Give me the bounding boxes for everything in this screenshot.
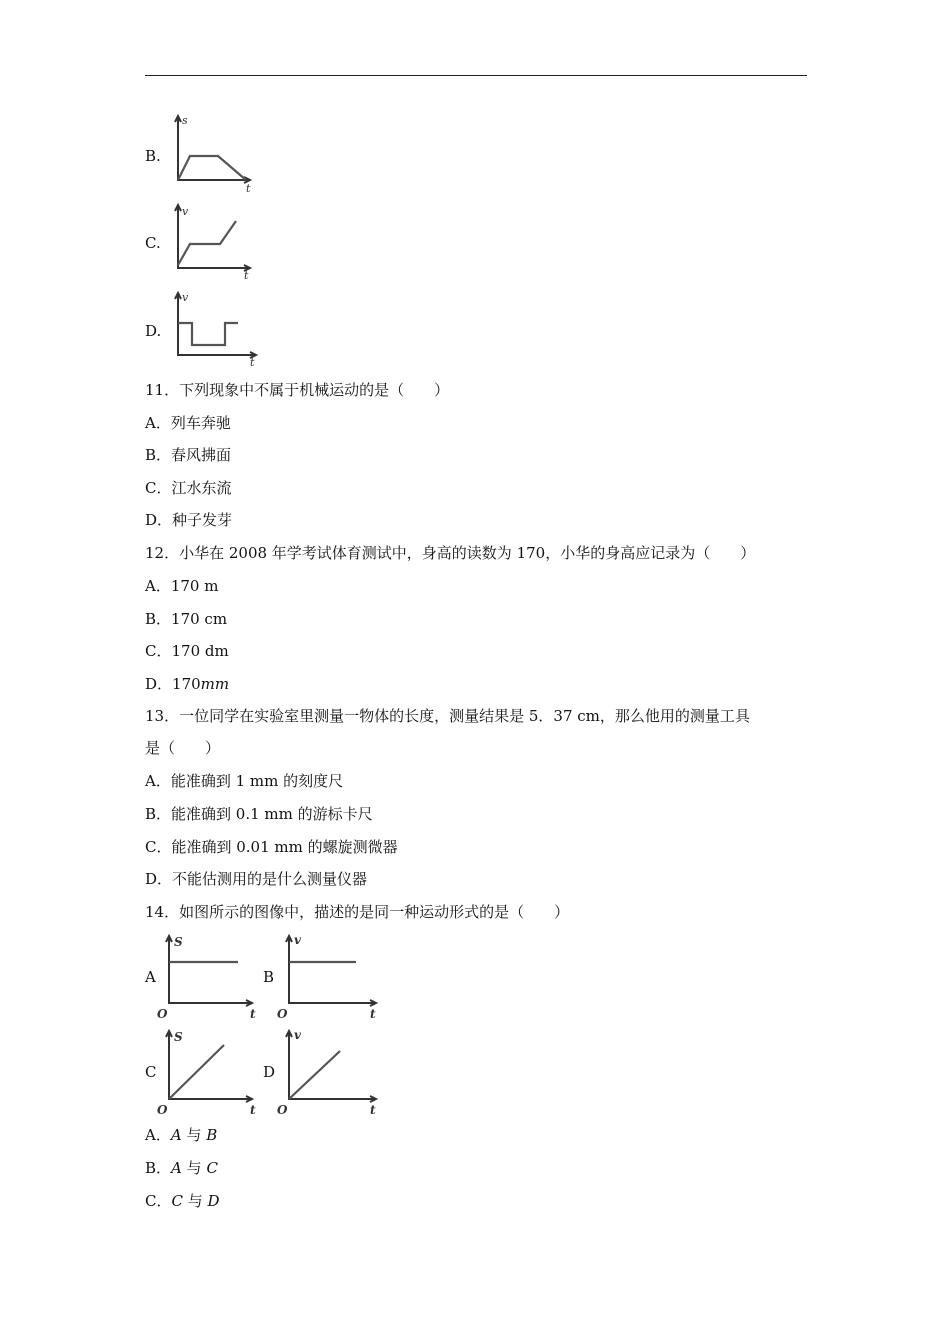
svg-text:t: t (250, 1007, 256, 1021)
q13-stem-line2: 是（ ） (145, 739, 221, 757)
q12-option-c: C．170 dm (145, 642, 229, 660)
q14-graph-c-label: C (145, 1063, 157, 1081)
q11-option-a: A．列车奔驰 (145, 414, 231, 432)
svg-text:S: S (174, 1030, 183, 1044)
q14-graph-d (272, 1025, 382, 1117)
q10-option-c-graph (168, 201, 263, 281)
svg-text:S: S (174, 935, 183, 949)
q14-graph-a-label: A (145, 968, 156, 986)
svg-text:v: v (182, 205, 189, 218)
svg-text:t: t (244, 269, 249, 281)
svg-text:s: s (182, 114, 188, 127)
q14-option-a: A．A 与 B (145, 1126, 218, 1144)
svg-text:O: O (277, 1007, 288, 1021)
q14-option-b: B．A 与 C (145, 1159, 218, 1177)
q12-option-d: D．170mm (145, 675, 230, 693)
q13-option-d: D．不能估测用的是什么测量仪器 (145, 870, 368, 888)
q11-option-d: D．种子发芽 (145, 511, 233, 529)
q14-graph-a (152, 930, 262, 1022)
q13-option-a: A．能准确到 1 mm 的刻度尺 (145, 772, 344, 790)
q14-graph-b (272, 930, 382, 1022)
q14-graph-b-label: B (263, 968, 275, 986)
svg-text:v: v (182, 291, 189, 304)
svg-text:t: t (250, 1103, 256, 1117)
q10-option-b-label: B. (145, 147, 161, 165)
q13-option-b: B．能准确到 0.1 mm 的游标卡尺 (145, 805, 373, 823)
q14-stem: 14．如图所示的图像中，描述的是同一种运动形式的是（ ） (145, 903, 570, 921)
q10-option-c-label: C. (145, 234, 161, 252)
q14-graph-c (152, 1025, 262, 1117)
svg-text:O: O (277, 1103, 288, 1117)
q10-option-b-graph (168, 112, 263, 194)
q11-stem: 11．下列现象中不属于机械运动的是（ ） (145, 381, 450, 399)
header-rule (145, 75, 807, 76)
q14-graph-d-label: D (263, 1063, 276, 1081)
q10-option-d-label: D. (145, 322, 162, 340)
q12-option-b: B．170 cm (145, 610, 228, 628)
svg-text:t: t (370, 1007, 376, 1021)
q12-option-a: A．170 m (145, 577, 219, 595)
q14-option-c: C．C 与 D (145, 1192, 220, 1210)
svg-text:O: O (157, 1103, 168, 1117)
q11-option-c: C．江水东流 (145, 479, 232, 497)
svg-text:t: t (250, 356, 255, 367)
svg-text:t: t (370, 1103, 376, 1117)
svg-text:O: O (157, 1007, 168, 1021)
q10-option-d-graph (168, 289, 263, 367)
q11-option-b: B．春风拂面 (145, 446, 232, 464)
svg-text:v: v (294, 933, 301, 947)
q13-option-c: C．能准确到 0.01 mm 的螺旋测微器 (145, 838, 398, 856)
svg-text:t: t (246, 182, 251, 194)
svg-text:v: v (294, 1028, 301, 1042)
q12-stem: 12．小华在 2008 年学考试体育测试中，身高的读数为 170，小华的身高应记录为（ ） (145, 544, 756, 562)
q13-stem-line1: 13．一位同学在实验室里测量一物体的长度，测量结果是 5．37 cm，那么他用的测量工具 (145, 707, 750, 725)
